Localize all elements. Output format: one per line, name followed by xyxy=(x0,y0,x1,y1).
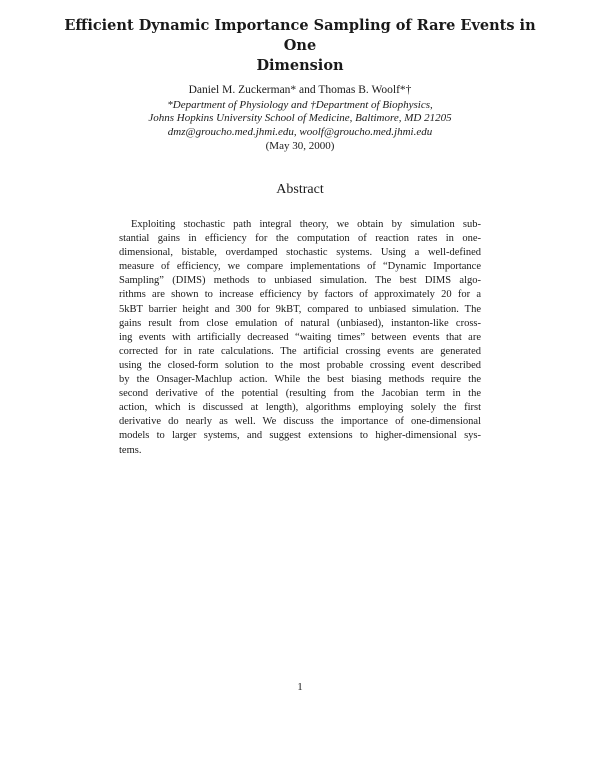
abstract-line: gains result from close emulation of natural (unbiased), instanton-like cross- xyxy=(119,317,481,329)
abstract-line: measure of efficiency, we compare implementations of “Dynamic Importance xyxy=(119,261,481,273)
paper-date: (May 30, 2000) xyxy=(265,140,335,152)
abstract-line: models to larger systems, and suggest extensions to higher-dimensional sys- xyxy=(119,430,481,442)
title-line-1: Efficient Dynamic Importance Sampling of Rare Events in One xyxy=(64,17,536,54)
abstract-body xyxy=(119,218,481,458)
abstract-line: corrected for in rate calculations. The artificial crossing events are generated xyxy=(119,345,481,357)
abstract-line: tems. xyxy=(119,444,142,456)
abstract-line: Sampling” (DIMS) methods to unbiased simulation. The best DIMS algo- xyxy=(119,275,481,287)
author-emails: dmz@groucho.med.jhmi.edu, woolf@groucho.med.jhmi.edu xyxy=(167,126,433,138)
abstract-line: action, which is discussed at length), algorithms employing solely the first xyxy=(119,402,481,414)
affiliation-institution: Johns Hopkins University School of Medicine, Baltimore, MD 21205 xyxy=(148,112,452,124)
abstract-line: using the closed-form solution to the most probable crossing event described xyxy=(119,359,481,371)
abstract-line: rithms are shown to increase efficiency by factors of approximately 20 for a xyxy=(119,289,481,301)
abstract-line: derivative do nearly as well. We discuss the importance of one-dimensional xyxy=(119,416,481,428)
title-line-2: Dimension xyxy=(256,57,344,74)
author-list: Daniel M. Zuckerman* and Thomas B. Woolf*† xyxy=(188,84,412,96)
abstract-heading: Abstract xyxy=(276,182,324,197)
abstract-line: by the Onsager-Machlup action. While the best biasing methods require the xyxy=(119,374,481,386)
paper-title xyxy=(60,16,540,76)
affiliation-departments: *Department of Physiology and †Department of Biophysics, xyxy=(167,99,433,111)
abstract-line: Exploiting stochastic path integral theory, we obtain by simulation sub- xyxy=(131,219,481,230)
abstract-line: stantial gains in efficiency for the computation of reaction rates in one- xyxy=(119,233,481,245)
abstract-line: dimensional, bistable, overdamped stochastic systems. Using a well-defined xyxy=(119,247,481,259)
abstract-line: ing events with artificially decreased “waiting times” between events that are xyxy=(119,331,481,343)
page-number: 1 xyxy=(297,681,303,693)
abstract-line: 5kBT barrier height and 300 for 9kBT, compared to unbiased simulation. The xyxy=(119,303,481,315)
abstract-line: second derivative of the potential (resulting from the Jacobian term in the xyxy=(119,388,481,400)
